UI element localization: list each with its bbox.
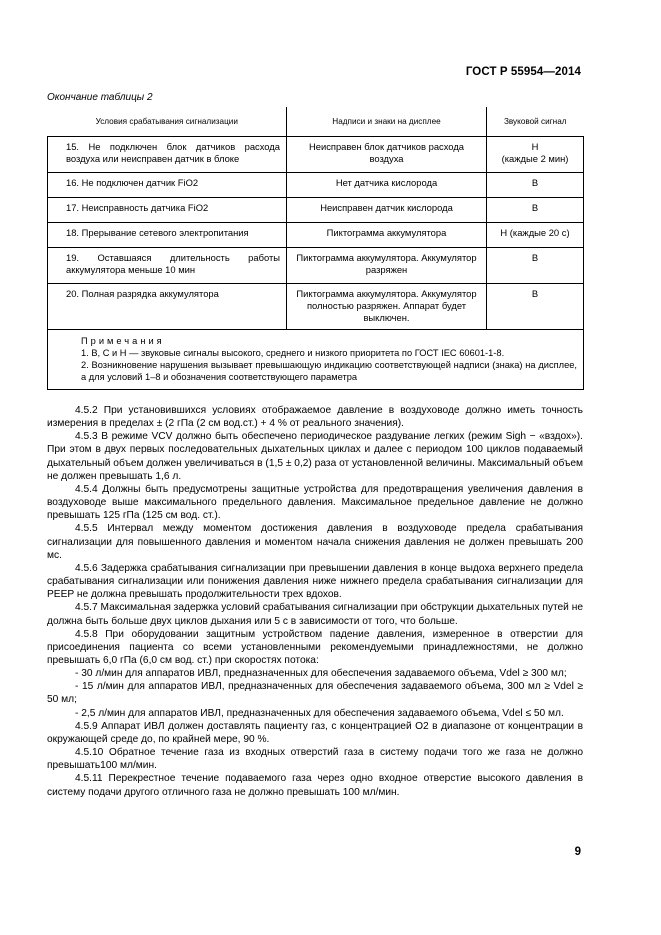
condition-cell: 20. Полная разрядка аккумулятора — [48, 284, 287, 330]
page-number: 9 — [574, 846, 581, 858]
sound-cell — [487, 137, 584, 173]
condition-cell: 19. Оставшаяся длительность работы аккумулятора меньше 10 мин — [48, 248, 287, 284]
list-item: - 15 л/мин для аппаратов ИВЛ, предназначенных для обеспечения задаваемого объема, 300 мл ≥ Vdel ≥ 50 мл; — [47, 681, 583, 706]
list-item: - 30 л/мин для аппаратов ИВЛ, предназначенных для обеспечения задаваемого объема, Vdel ≥ 300 мл; — [75, 668, 567, 680]
condition-cell: 15. Не подключен блок датчиков расхода воздуха или неисправен датчик в блоке — [48, 137, 287, 173]
column-header-conditions: Условия срабатывания сигнализации — [48, 107, 287, 137]
column-header-display: Надписи и знаки на дисплее — [287, 107, 487, 137]
paragraph-4-5-5: 4.5.5 Интервал между моментом достижения давления в воздуховоде предела срабатывания сигнализации для повышенного давления и моментом начала снижения давления не должен превышать 200 мс. — [47, 523, 583, 561]
display-cell: Пиктограмма аккумулятора — [287, 223, 487, 248]
condition-cell: 16. Не подключен датчик FiO2 — [48, 173, 287, 198]
paragraph-4-5-6: 4.5.6 Задержка срабатывания сигнализации при превышении давления в конце выдоха верхнего предела срабатывания сигнализации или понижения давления ниже нижнего предела срабатывания сигнализации для PEEP не должна превышать продолжительности трех вдохов. — [47, 562, 583, 601]
document-body — [47, 404, 583, 799]
paragraph-4-5-2: 4.5.2 При установившихся условиях отображаемое давление в воздуховоде должно иметь точность измерения в пределах ± (2 гПа (2 см вод.ст.) + 4 % от реального значения). — [47, 405, 583, 430]
alarm-table — [47, 107, 584, 390]
table-row — [48, 284, 584, 330]
sound-cell: В — [487, 198, 584, 223]
sound-cell: В — [487, 173, 584, 198]
condition-cell: 18. Прерывание сетевого электропитания — [48, 223, 287, 248]
display-cell: Пиктограмма аккумулятора. Аккумулятор разряжен — [287, 248, 487, 284]
paragraph-4-5-4: 4.5.4 Должны быть предусмотрены защитные устройства для предотвращения увеличения давления в воздуховоде выше максимального предельного давления. Максимальное предельное давление не должно превышать 125 гПа (125 см вод. ст.). — [47, 483, 583, 522]
notes-title: Примечания — [81, 336, 165, 346]
display-cell: Пиктограмма аккумулятора. Аккумулятор полностью разряжен. Аппарат будет выключен. — [287, 284, 487, 330]
paragraph-4-5-11: 4.5.11 Перекрестное течение подаваемого газа через одно входное отверстие высокого давления в систему подачи другого отличного газа не должно превышать 100 мл/мин. — [47, 773, 583, 798]
document-id: ГОСТ Р 55954—2014 — [465, 66, 581, 78]
table-notes-row — [48, 330, 584, 390]
list-item: - 2,5 л/мин для аппаратов ИВЛ, предназначенных для обеспечения задаваемого объема, Vdel ≤ 50 мл. — [75, 707, 564, 719]
display-cell: Неисправен блок датчиков расхода воздуха — [287, 137, 487, 173]
paragraph-4-5-9: 4.5.9 Аппарат ИВЛ должен доставлять пациенту газ, с концентрацией О2 в диапазоне от концентрации в окружающей среде до, по крайней мере, 90 %. — [47, 720, 583, 745]
table-caption: Окончание таблицы 2 — [47, 92, 153, 103]
display-cell: Нет датчика кислорода — [287, 173, 487, 198]
table-row — [48, 248, 584, 284]
column-header-sound: Звуковой сигнал — [487, 107, 584, 137]
display-cell: Неисправен датчик кислорода — [287, 198, 487, 223]
condition-cell: 17. Неисправность датчика FiO2 — [48, 198, 287, 223]
table-row — [48, 173, 584, 198]
table-notes — [48, 330, 584, 390]
paragraph-4-5-10: 4.5.10 Обратное течение газа из входных отверстий газа в систему подачи того же газа не должно превышать100 мл/мин. — [47, 747, 583, 772]
sound-priority: Н — [531, 141, 539, 152]
table-row — [48, 137, 584, 173]
sound-interval: (каждые 2 мин) — [501, 153, 569, 164]
sound-cell: В — [487, 248, 584, 284]
note-item: 2. Возникновение нарушения вызывает превышающую индикацию соответствующей надписи (знака) на дисплее, а для условий 1–8 и обозначения соответствующего параметра — [81, 360, 577, 382]
table-row — [48, 198, 584, 223]
note-item: 1. В, С и Н — звуковые сигналы высокого, среднего и низкого приоритета по ГОСТ IEC 60601-1-8. — [81, 348, 505, 358]
paragraph-4-5-3: 4.5.3 В режиме VCV должно быть обеспечено периодическое раздувание легких (режим Sigh − «вздох»). При этом в двух первых последовательных дыхательных циклах и далее с периодом 100 циклов подаваемый дыхательный объем должен увеличиваться в (1,5 ± 0,2) раза от установленной величины. Максимальный объем не должен превышать 1,6 л. — [47, 431, 583, 482]
paragraph-4-5-8: 4.5.8 При оборудовании защитным устройством падение давления, измеренное в отверстии для присоединения пациента со всеми установленными рекомендуемыми принадлежностями, не должно превышать 6,0 гПа (6,0 см вод. ст.) при скоростях потока: — [47, 628, 583, 666]
paragraph-4-5-7: 4.5.7 Максимальная задержка условий срабатывания сигнализации при обструкции дыхательных путей не должна быть больше двух циклов дыхания или 5 с в зависимости от того, что больше. — [47, 602, 583, 627]
table-header-row — [48, 107, 584, 137]
sound-cell: Н (каждые 20 с) — [487, 223, 584, 248]
table-row — [48, 223, 584, 248]
sound-cell: В — [487, 284, 584, 330]
